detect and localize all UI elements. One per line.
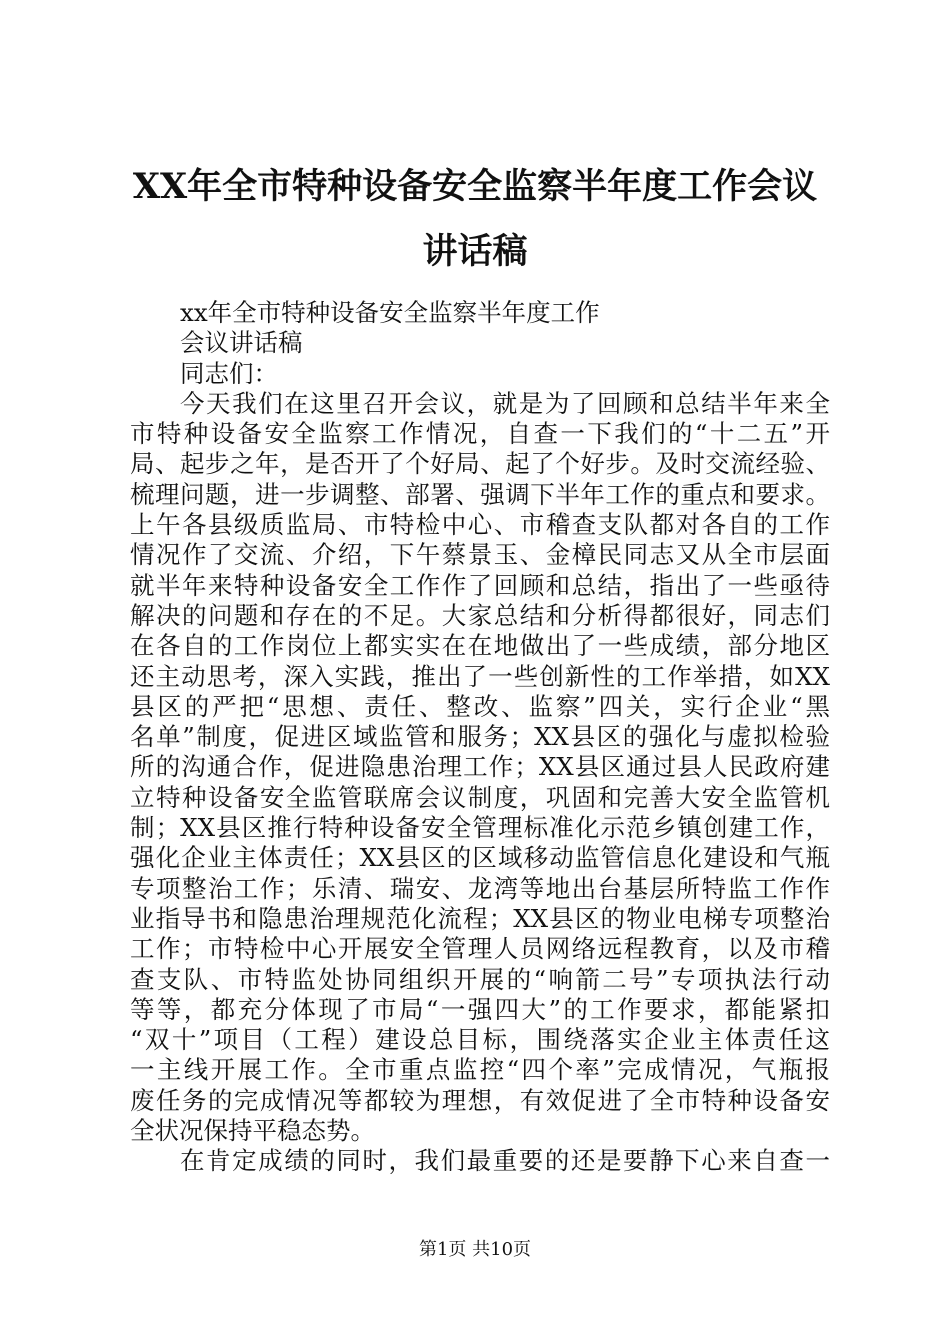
- document-body: [130, 298, 830, 1177]
- body-line: 就半年来特种设备安全工作作了回顾和总结，指出了一些亟待: [130, 570, 830, 600]
- body-line: 所的沟通合作，促进隐患治理工作；XX县区通过县人民政府建: [130, 752, 830, 782]
- body-line: 市特种设备安全监察工作情况，自查一下我们的“十二五”开: [130, 419, 830, 449]
- body-line: 名单”制度，促进区域监管和服务；XX县区的强化与虚拟检验: [130, 722, 830, 752]
- body-line: 查支队、市特监处协同组织开展的“响箭二号”专项执法行动: [130, 964, 830, 994]
- body-line: 专项整治工作；乐清、瑞安、龙湾等地出台基层所特监工作作: [130, 873, 830, 903]
- document-title-line-1: XX年全市特种设备安全监察半年度工作会议: [132, 166, 818, 207]
- body-line: “双十”项目（工程）建设总目标，围绕落实企业主体责任这: [130, 1025, 830, 1055]
- salutation: 同志们：: [180, 358, 278, 388]
- body-line: 局、起步之年，是否开了个好局、起了个好步。及时交流经验、: [130, 449, 830, 479]
- body-line: 废任务的完成情况等都较为理想，有效促进了全市特种设备安: [130, 1085, 830, 1115]
- body-line: 工作；市特检中心开展安全管理人员网络远程教育，以及市稽: [130, 934, 830, 964]
- body-line: 一主线开展工作。全市重点监控“四个率”完成情况，气瓶报: [130, 1055, 830, 1085]
- page-footer: 第1页 共10页: [418, 1239, 532, 1260]
- body-line: 情况作了交流、介绍，下午蔡景玉、金樟民同志又从全市层面: [130, 540, 830, 570]
- body-line: 县区的严把“思想、责任、整改、监察”四关，实行企业“黑: [130, 691, 830, 721]
- body-line: 在各自的工作岗位上都实实在在地做出了一些成绩，部分地区: [130, 631, 830, 661]
- body-line: 强化企业主体责任；XX县区的区域移动监管信息化建设和气瓶: [130, 843, 830, 873]
- body-line: 梳理问题，进一步调整、部署、强调下半年工作的重点和要求。: [130, 479, 830, 509]
- body-line: 制；XX县区推行特种设备安全管理标准化示范乡镇创建工作，: [130, 813, 830, 843]
- body-line: 解决的问题和存在的不足。大家总结和分析得都很好，同志们: [130, 600, 830, 630]
- document-title-line-2: 讲话稿: [422, 231, 528, 272]
- body-line: 在肯定成绩的同时，我们最重要的还是要静下心来自查一: [180, 1146, 830, 1176]
- body-line: 上午各县级质监局、市特检中心、市稽查支队都对各自的工作: [130, 510, 830, 540]
- body-line: 全状况保持平稳态势。: [130, 1116, 375, 1146]
- body-line: 立特种设备安全监管联席会议制度，巩固和完善大安全监管机: [130, 782, 830, 812]
- body-line: 还主动思考，深入实践，推出了一些创新性的工作举措，如XX: [130, 661, 830, 691]
- body-line: 业指导书和隐患治理规范化流程；XX县区的物业电梯专项整治: [130, 903, 830, 933]
- body-line: 今天我们在这里召开会议，就是为了回顾和总结半年来全: [180, 388, 830, 418]
- body-line: xx年全市特种设备安全监察半年度工作: [180, 298, 600, 327]
- body-line: 会议讲话稿: [180, 328, 303, 358]
- body-line: 等等，都充分体现了市局“一强四大”的工作要求，都能紧扣: [130, 994, 830, 1024]
